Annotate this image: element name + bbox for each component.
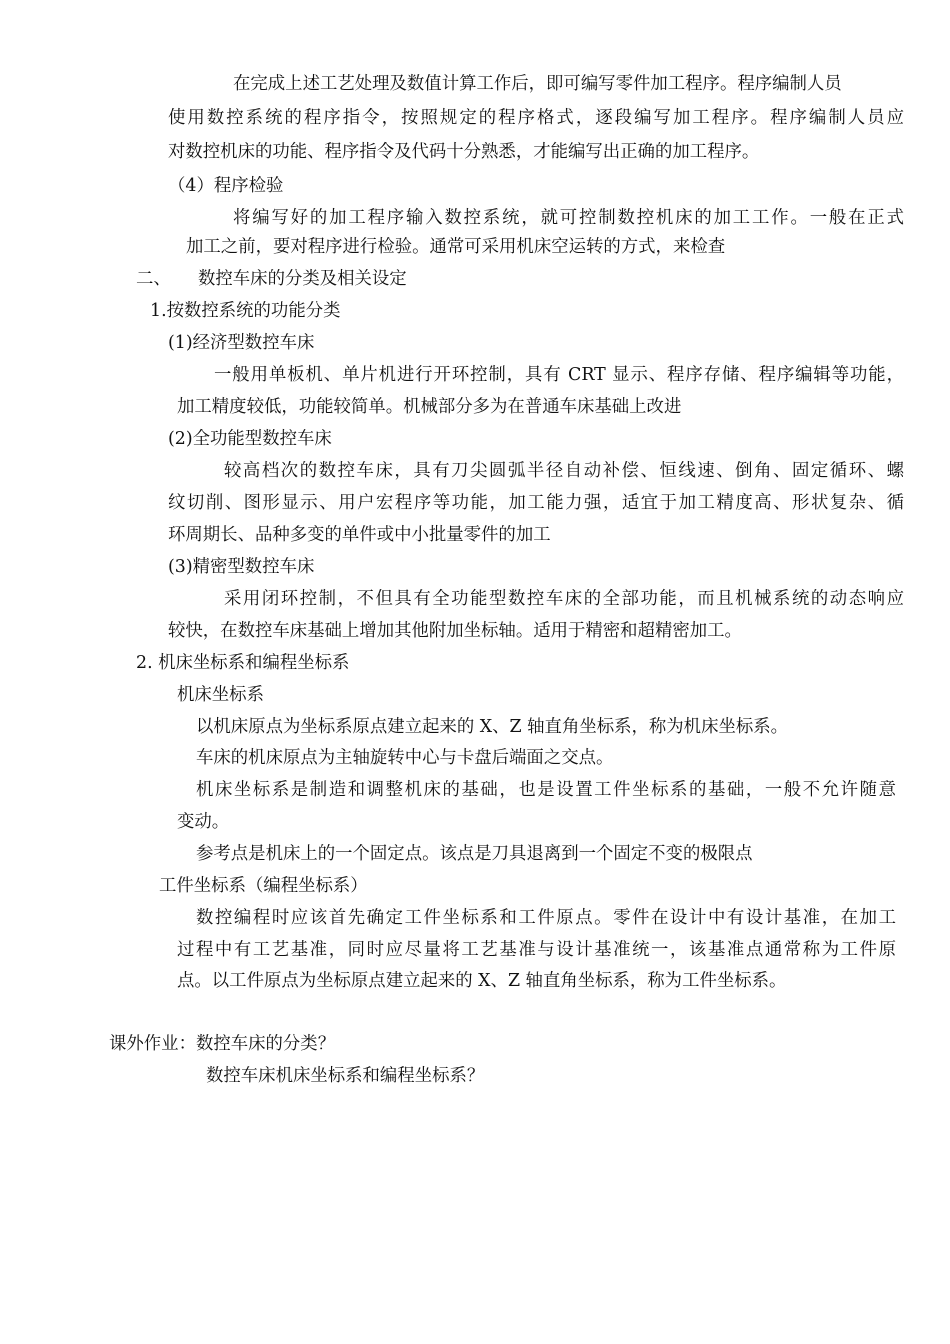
paragraph-line: 纹切削、图形显示、用户宏程序等功能，加工能力强，适宜于加工精度高、形状复杂、循 bbox=[168, 493, 904, 513]
section-number: 二、 bbox=[136, 269, 171, 289]
paragraph-line: 对数控机床的功能、程序指令及代码十分熟悉，才能编写出正确的加工程序。 bbox=[168, 142, 760, 162]
paragraph-line: 过程中有工艺基准，同时应尽量将工艺基准与设计基准统一，该基准点通常称为工件原 bbox=[177, 940, 896, 960]
subheading: 1.按数控系统的功能分类 bbox=[150, 301, 341, 321]
paragraph-line: 使用数控系统的程序指令，按照规定的程序格式，逐段编写加工程序。程序编制人员应 bbox=[168, 108, 904, 128]
paragraph-line: 较快，在数控车床基础上增加其他附加坐标轴。适用于精密和超精密加工。 bbox=[168, 621, 742, 641]
paragraph-line: 变动。 bbox=[177, 812, 230, 832]
paragraph-line: 以机床原点为坐标系原点建立起来的 X、Z 轴直角坐标系，称为机床坐标系。 bbox=[196, 717, 789, 737]
paragraph-line: 一般用单板机、单片机进行开环控制，具有 CRT 显示、程序存储、程序编辑等功能， bbox=[214, 365, 904, 385]
paragraph-line: 点。以工件原点为坐标原点建立起来的 X、Z 轴直角坐标系，称为工件坐标系。 bbox=[177, 971, 787, 991]
paragraph-line: 加工精度较低，功能较简单。机械部分多为在普通车床基础上改进 bbox=[177, 397, 682, 417]
homework-item: 数控车床机床坐标系和编程坐标系？ bbox=[206, 1066, 485, 1086]
paragraph-line: 将编写好的加工程序输入数控系统，就可控制数控机床的加工工作。一般在正式 bbox=[233, 208, 904, 228]
paragraph-line: 在完成上述工艺处理及数值计算工作后，即可编写零件加工程序。程序编制人员 bbox=[233, 74, 842, 94]
subheading: （4）程序检验 bbox=[168, 176, 284, 196]
subheading: 工件坐标系（编程坐标系） bbox=[159, 876, 368, 896]
paragraph-line: 加工之前，要对程序进行检验。通常可采用机床空运转的方式，来检查 bbox=[186, 237, 726, 257]
paragraph-line: 环周期长、品种多变的单件或中小批量零件的加工 bbox=[168, 525, 551, 545]
subheading: (1)经济型数控车床 bbox=[168, 333, 315, 353]
subheading: 2. 机床坐标系和编程坐标系 bbox=[136, 653, 350, 673]
subheading: 机床坐标系 bbox=[177, 685, 264, 705]
section-title: 数控车床的分类及相关设定 bbox=[198, 269, 407, 289]
paragraph-line: 采用闭环控制，不但具有全功能型数控车床的全部功能，而且机械系统的动态响应 bbox=[224, 589, 904, 609]
paragraph-line: 数控编程时应该首先确定工件坐标系和工件原点。零件在设计中有设计基准，在加工 bbox=[196, 908, 896, 928]
paragraph-line: 参考点是机床上的一个固定点。该点是刀具退离到一个固定不变的极限点 bbox=[196, 844, 753, 864]
paragraph-line: 较高档次的数控车床，具有刀尖圆弧半径自动补偿、恒线速、倒角、固定循环、螺 bbox=[224, 461, 904, 481]
subheading: (2)全功能型数控车床 bbox=[168, 429, 332, 449]
homework-title: 课外作业：数控车床的分类？ bbox=[109, 1034, 336, 1054]
subheading: (3)精密型数控车床 bbox=[168, 557, 315, 577]
paragraph-line: 车床的机床原点为主轴旋转中心与卡盘后端面之交点。 bbox=[196, 748, 614, 768]
paragraph-line: 机床坐标系是制造和调整机床的基础，也是设置工件坐标系的基础，一般不允许随意 bbox=[196, 780, 896, 800]
